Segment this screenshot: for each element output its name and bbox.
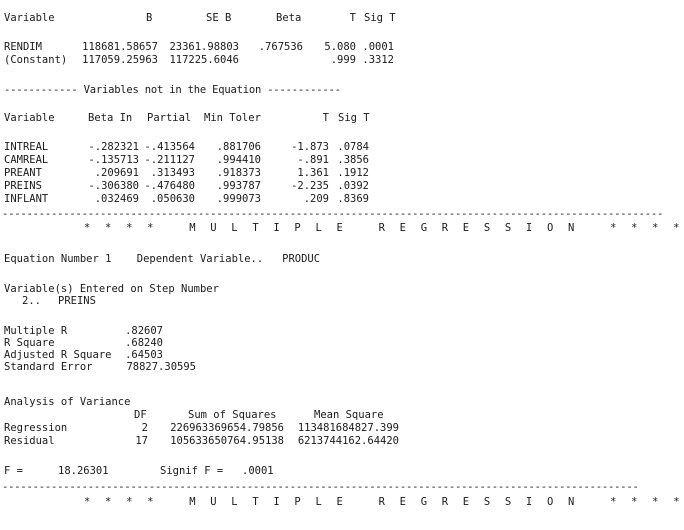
anova-row [0, 422, 520, 435]
anova-header-df: DF [134, 409, 147, 421]
nie-var: PREANT [4, 167, 42, 179]
signif-f-value: .0001 [242, 465, 274, 477]
nie-t: -1.873 [291, 141, 329, 153]
anova-ss: 226963369654.79856 [170, 422, 284, 434]
separator-text: -------------------------------------------------------------------------------------------------------- [2, 481, 639, 493]
fit-value: 78827.30595 [126, 361, 196, 373]
nie-header-sigt: Sig T [338, 112, 370, 124]
anova-ss: 105633650764.95138 [170, 435, 284, 447]
nie-row [0, 141, 520, 154]
nie-header-partial: Partial [147, 112, 192, 124]
nie-t: -2.235 [291, 180, 329, 192]
entered-step-line [0, 295, 520, 308]
nie-header-betain: Beta In [88, 112, 133, 124]
coef-header-b: B [146, 12, 153, 24]
f-statistic-line [0, 465, 520, 478]
nie-row [0, 193, 520, 206]
anova-df: 17 [135, 435, 148, 447]
equation-line [0, 253, 520, 266]
coef-t: .999 [330, 54, 356, 66]
not-in-eq-header-row [0, 112, 520, 125]
nie-betain: .209691 [94, 167, 139, 179]
coef-seb: 23361.98803 [169, 41, 239, 53]
fit-value: .64503 [125, 349, 163, 361]
nie-header-mintoler: Min Toler [204, 112, 261, 124]
anova-row [0, 435, 520, 448]
nie-sigt: .8369 [337, 193, 369, 205]
nie-var: CAMREAL [4, 154, 49, 166]
anova-header-ms: Mean Square [314, 409, 384, 421]
anova-header-row [0, 409, 520, 422]
nie-t: -.891 [297, 154, 329, 166]
fit-label: Multiple R [4, 325, 68, 337]
nie-t: 1.361 [297, 167, 329, 179]
nie-var: PREINS [4, 180, 42, 192]
coef-header-sigt: Sig T [364, 12, 396, 24]
anova-ms: 6213744162.64420 [297, 435, 399, 447]
coef-sigt: .0001 [362, 41, 394, 53]
nie-betain: -.135713 [88, 154, 139, 166]
fit-value: .82607 [125, 325, 163, 337]
coef-var: (Constant) [4, 54, 68, 66]
coef-t: 5.080 [324, 41, 356, 53]
nie-mintoler: .999073 [216, 193, 261, 205]
not-in-equation-title-text: ------------ Variables not in the Equation ------------ [4, 84, 341, 96]
coef-row [0, 41, 520, 54]
nie-sigt: .0784 [337, 141, 369, 153]
coef-b: 117059.25963 [82, 54, 158, 66]
nie-header-t: T [322, 112, 329, 124]
entered-label: Variable(s) Entered on Step Number [4, 283, 219, 295]
separator-text: ------------------------------------------------------------------------------------------------------------ [2, 208, 664, 220]
coef-header-row [0, 12, 520, 25]
banner-text: * * * * M U L T I P L E R E G R E S S I O N * * * * [84, 496, 684, 508]
anova-header-ss: Sum of Squares [188, 409, 277, 421]
coef-header-beta: Beta [276, 12, 302, 24]
nie-betain: -.306380 [88, 180, 139, 192]
anova-source: Residual [4, 435, 55, 447]
coef-header-t: T [349, 12, 356, 24]
anova-title-line [0, 396, 520, 409]
coef-b: 118681.58657 [82, 41, 158, 53]
entered-variable: PREINS [58, 295, 96, 307]
separator-line [0, 208, 664, 221]
not-in-equation-title [0, 84, 520, 97]
multiple-regression-banner [0, 222, 684, 235]
nie-row [0, 167, 520, 180]
nie-betain: -.282321 [88, 141, 139, 153]
equation-text: Equation Number 1 Dependent Variable.. PRODUC [4, 253, 321, 265]
nie-partial: -.413564 [144, 141, 195, 153]
fit-label: Standard Error [4, 361, 93, 373]
fit-label: Adjusted R Square [4, 349, 112, 361]
anova-source: Regression [4, 422, 68, 434]
f-value: 18.26301 [58, 465, 109, 477]
nie-row [0, 180, 520, 193]
anova-title: Analysis of Variance [4, 396, 131, 408]
nie-t: .209 [303, 193, 329, 205]
nie-partial: .313493 [150, 167, 195, 179]
nie-header-variable: Variable [4, 112, 55, 124]
anova-ms: 113481684827.399 [297, 422, 399, 434]
nie-sigt: .1912 [337, 167, 369, 179]
coef-header-variable: Variable [4, 12, 55, 24]
signif-f-label: Signif F = [160, 465, 224, 477]
coef-seb: 117225.6046 [169, 54, 239, 66]
f-label: F = [4, 465, 23, 477]
nie-mintoler: .993787 [216, 180, 261, 192]
nie-sigt: .3856 [337, 154, 369, 166]
entered-step: 2.. [22, 295, 41, 307]
anova-df: 2 [141, 422, 148, 434]
nie-partial: -.476480 [144, 180, 195, 192]
coef-header-seb: SE B [206, 12, 232, 24]
nie-var: INFLANT [4, 193, 49, 205]
nie-mintoler: .994410 [216, 154, 261, 166]
separator-line-bottom [0, 481, 639, 494]
banner-text: * * * * M U L T I P L E R E G R E S S I O N * * * * [84, 222, 684, 234]
coef-beta: .767536 [258, 41, 303, 53]
nie-betain: .032469 [94, 193, 139, 205]
fit-label: R Square [4, 337, 55, 349]
coef-sigt: .3312 [362, 54, 394, 66]
nie-var: INTREAL [4, 141, 49, 153]
fit-value: .68240 [125, 337, 163, 349]
multiple-regression-banner-bottom [0, 496, 684, 509]
nie-partial: .050630 [150, 193, 195, 205]
coef-row [0, 54, 520, 67]
nie-row [0, 154, 520, 167]
nie-mintoler: .881706 [216, 141, 261, 153]
coef-var: RENDIM [4, 41, 42, 53]
nie-sigt: .0392 [337, 180, 369, 192]
fit-row [0, 361, 520, 374]
nie-mintoler: .918373 [216, 167, 261, 179]
nie-partial: -.211127 [144, 154, 195, 166]
